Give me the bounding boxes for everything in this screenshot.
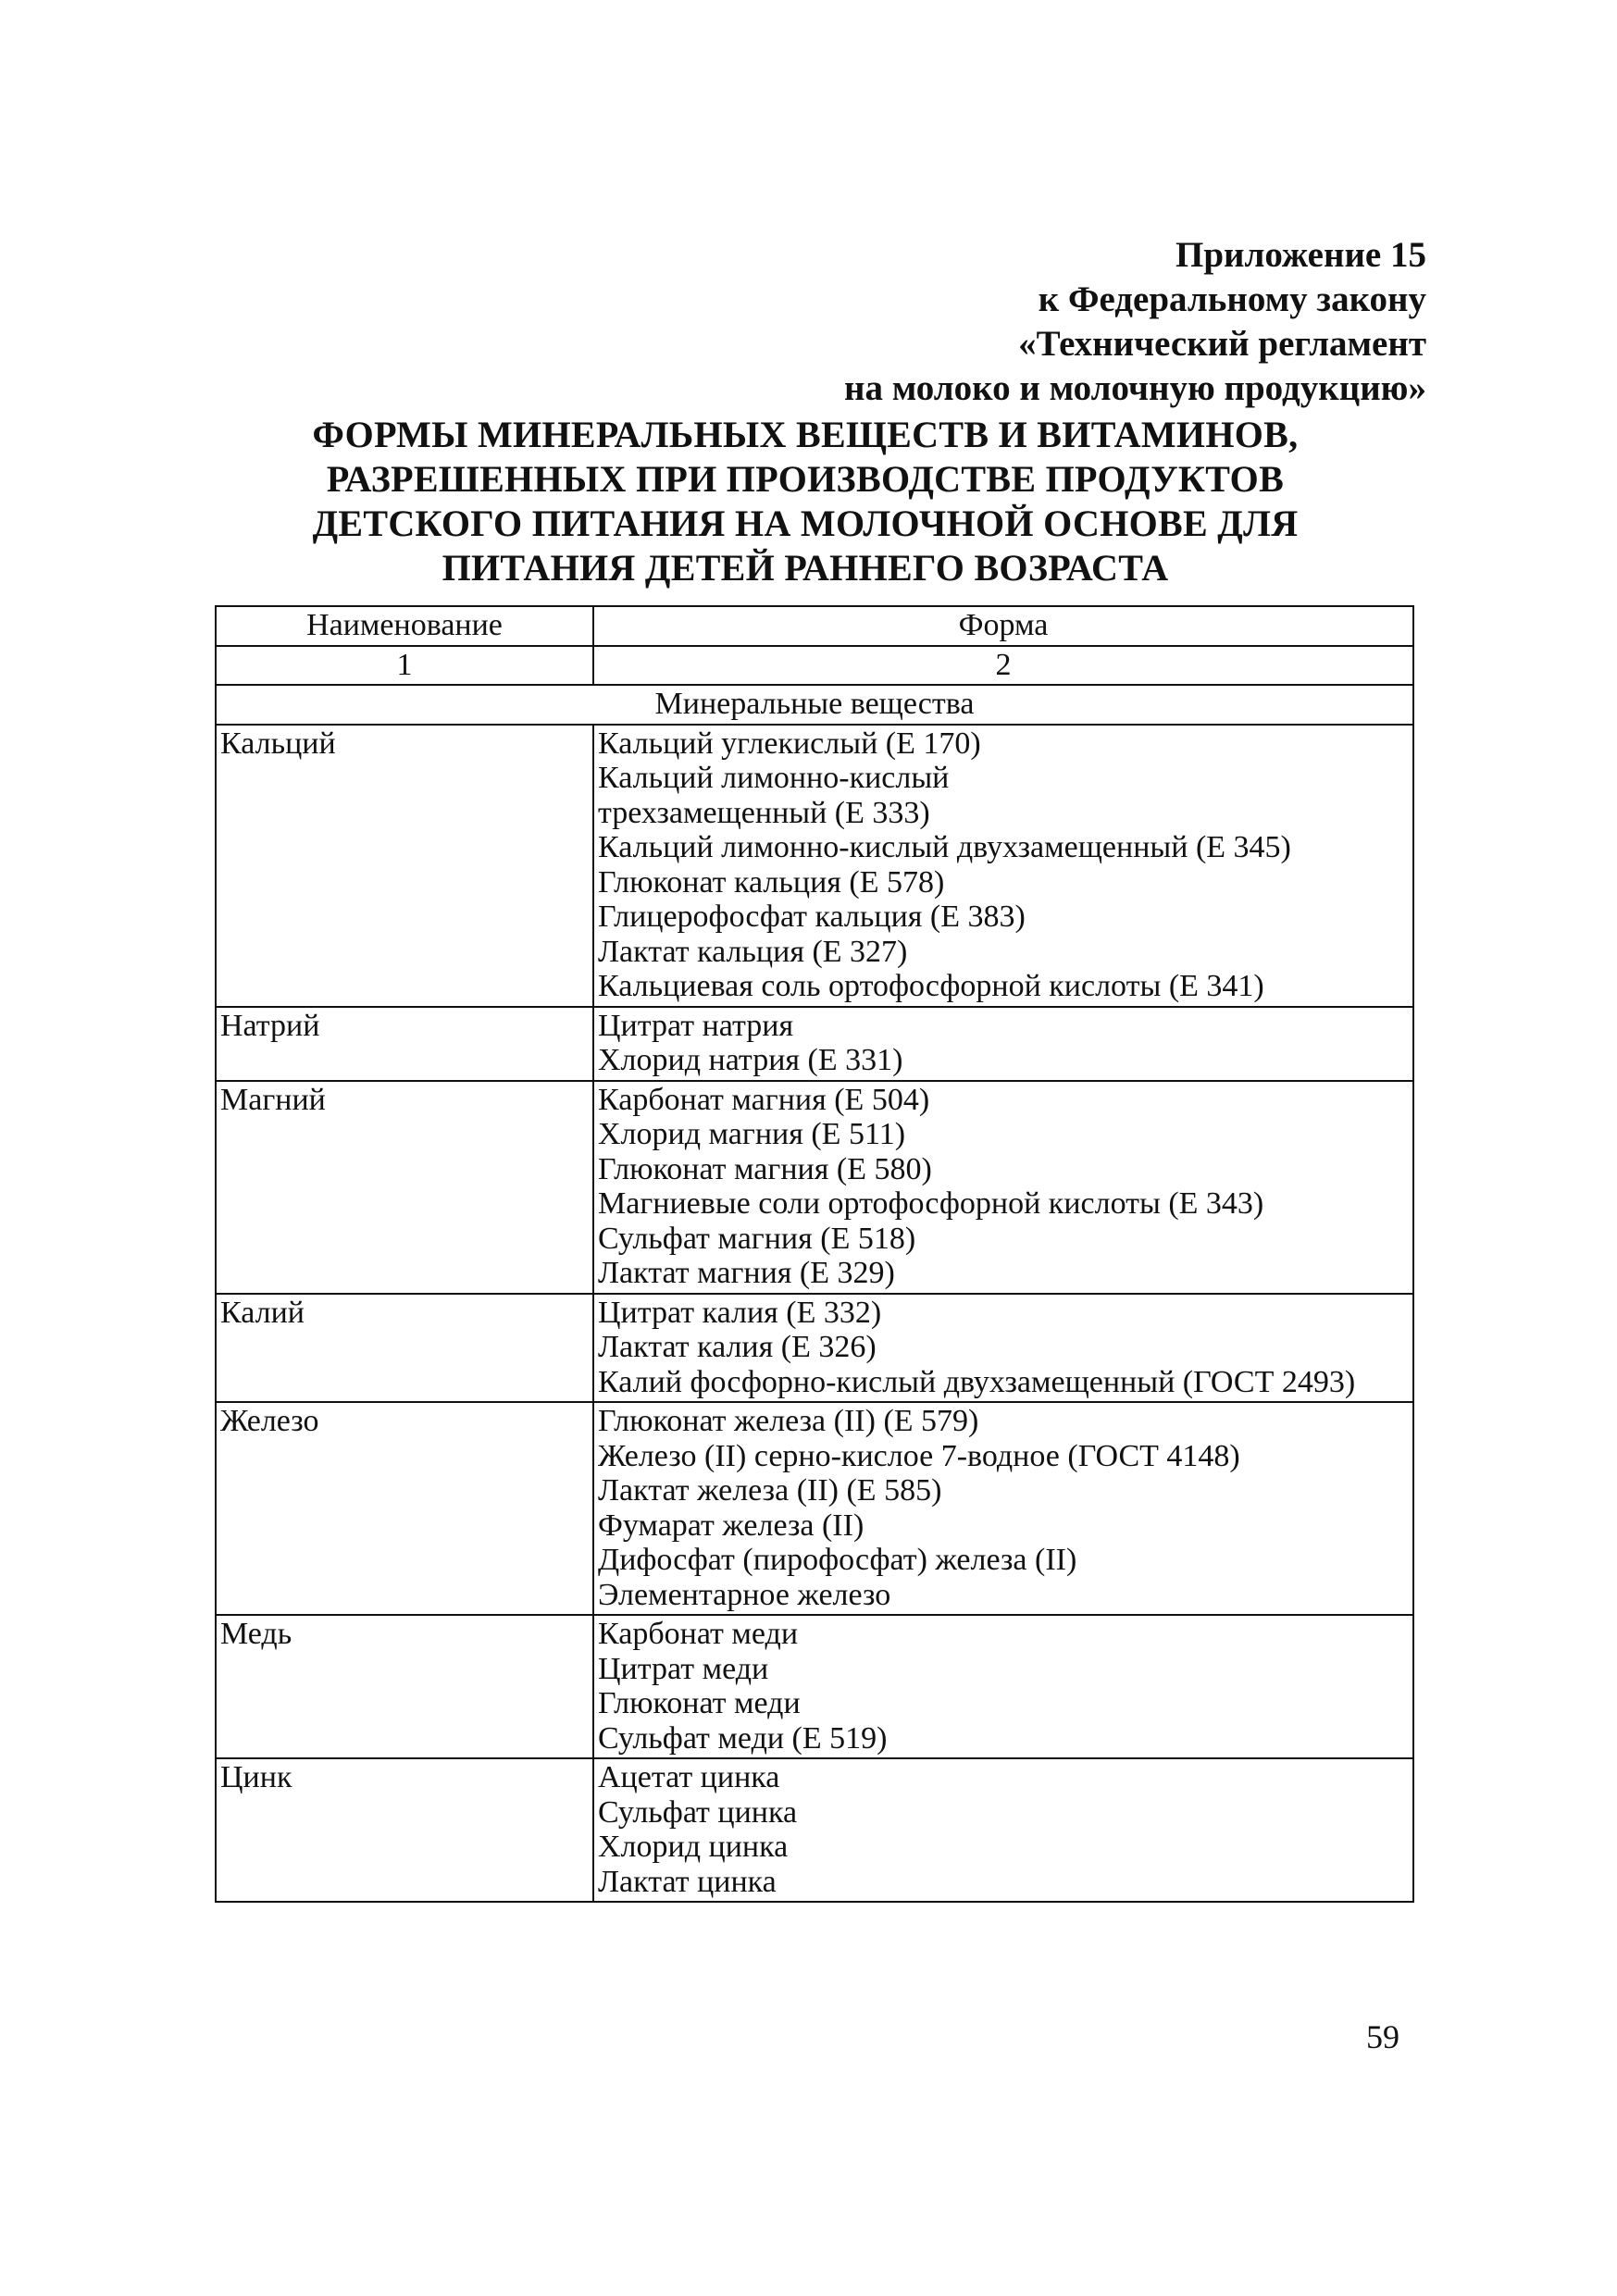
form-line: Сульфат магния (Е 518) xyxy=(598,1221,916,1256)
form-line: Цитрат меди xyxy=(598,1651,769,1686)
table-row xyxy=(216,1081,1413,1294)
form-line: Лактат магния (Е 329) xyxy=(598,1256,895,1290)
form-line: Хлорид цинка xyxy=(598,1830,789,1864)
column-number-row xyxy=(216,646,1413,686)
document-title-line: РАЗРЕШЕННЫХ ПРИ ПРОИЗВОДСТВЕ ПРОДУКТОВ xyxy=(326,458,1285,500)
element-name-cell: Калий xyxy=(216,1294,593,1403)
form-line: Фумарат железа (II) xyxy=(598,1508,864,1543)
column-number-2: 2 xyxy=(593,646,1413,686)
form-line: Лактат кальция (Е 327) xyxy=(598,934,908,969)
table-row xyxy=(216,725,1413,1007)
form-line: Глюконат меди xyxy=(598,1686,801,1720)
element-name-cell: Кальций xyxy=(216,725,593,1007)
form-line: Цитрат калия (Е 332) xyxy=(598,1295,882,1330)
form-line: Карбонат меди xyxy=(598,1617,799,1651)
forms-cell xyxy=(593,1081,1413,1294)
form-line: Кальций лимонно-кислый xyxy=(598,761,950,795)
page-number: 59 xyxy=(1366,2018,1399,2055)
form-line: Сульфат меди (Е 519) xyxy=(598,1720,888,1756)
table-row xyxy=(216,1615,1413,1758)
table-row xyxy=(216,1402,1413,1615)
forms-cell xyxy=(593,1294,1413,1403)
form-line: Лактат калия (Е 326) xyxy=(598,1330,877,1364)
appendix-header-line: к Федеральному закону xyxy=(1038,279,1426,319)
form-line: Лактат железа (II) (Е 585) xyxy=(598,1473,942,1508)
form-line: Хлорид натрия (Е 331) xyxy=(598,1043,903,1077)
form-line: Кальций углекислый (Е 170) xyxy=(598,726,981,761)
element-name-cell: Магний xyxy=(216,1081,593,1294)
document-title-line: ПИТАНИЯ ДЕТЕЙ РАННЕГО ВОЗРАСТА xyxy=(442,547,1169,589)
element-name-cell: Цинк xyxy=(216,1758,593,1902)
form-line: Магниевые соли ортофосфорной кислоты (Е 343) xyxy=(598,1186,1264,1221)
table-row xyxy=(216,1758,1413,1902)
forms-table xyxy=(215,605,1414,1903)
table-row xyxy=(216,1007,1413,1081)
document-title-line: ДЕТСКОГО ПИТАНИЯ НА МОЛОЧНОЙ ОСНОВЕ ДЛЯ xyxy=(312,503,1299,544)
form-line: Цитрат натрия xyxy=(598,1008,794,1043)
section-row xyxy=(216,685,1413,725)
element-name-cell: Натрий xyxy=(216,1007,593,1081)
form-line: Железо (II) серно-кислое 7-водное (ГОСТ 4148) xyxy=(598,1438,1240,1473)
appendix-header-line: Приложение 15 xyxy=(1175,235,1426,275)
table-row xyxy=(216,1294,1413,1403)
header-form: Форма xyxy=(593,606,1413,646)
forms-cell xyxy=(593,1758,1413,1902)
form-line: Глюконат кальция (Е 578) xyxy=(598,864,945,900)
forms-cell xyxy=(593,1402,1413,1615)
column-number-1: 1 xyxy=(216,646,593,686)
document-title-line: ФОРМЫ МИНЕРАЛЬНЫХ ВЕЩЕСТВ И ВИТАМИНОВ, xyxy=(312,414,1299,455)
table-header-row xyxy=(216,606,1413,646)
element-name-cell: Железо xyxy=(216,1402,593,1615)
form-line: Дифосфат (пирофосфат) железа (II) xyxy=(598,1543,1077,1577)
form-line: Калий фосфорно-кислый двухзамещенный (ГОСТ 2493) xyxy=(598,1364,1356,1399)
form-line: Элементарное железо xyxy=(598,1577,891,1612)
section-title: Минеральные вещества xyxy=(216,685,1413,725)
form-line: Сульфат цинка xyxy=(598,1794,798,1830)
appendix-header-line: на молоко и молочную продукцию» xyxy=(844,368,1426,408)
appendix-header xyxy=(844,233,1426,411)
form-line: трехзамещенный (Е 333) xyxy=(598,795,930,830)
form-line: Карбонат магния (Е 504) xyxy=(598,1082,930,1117)
form-line: Хлорид магния (Е 511) xyxy=(598,1117,906,1151)
form-line: Ацетат цинка xyxy=(598,1760,780,1794)
forms-cell xyxy=(593,1615,1413,1758)
appendix-header-line: «Технический регламент xyxy=(1018,324,1426,364)
form-line: Глюконат железа (II) (Е 579) xyxy=(598,1404,979,1438)
element-name-cell: Медь xyxy=(216,1615,593,1758)
form-line: Лактат цинка xyxy=(598,1864,777,1899)
forms-cell xyxy=(593,725,1413,1007)
forms-cell xyxy=(593,1007,1413,1081)
form-line: Глюконат магния (Е 580) xyxy=(598,1151,932,1186)
form-line: Глицерофосфат кальция (Е 383) xyxy=(598,900,1026,934)
form-line: Кальциевая соль ортофосфорной кислоты (Е 341) xyxy=(598,969,1264,1003)
form-line: Кальций лимонно-кислый двухзамещенный (Е 345) xyxy=(598,830,1291,864)
header-name: Наименование xyxy=(216,606,593,646)
document-title xyxy=(278,413,1333,590)
